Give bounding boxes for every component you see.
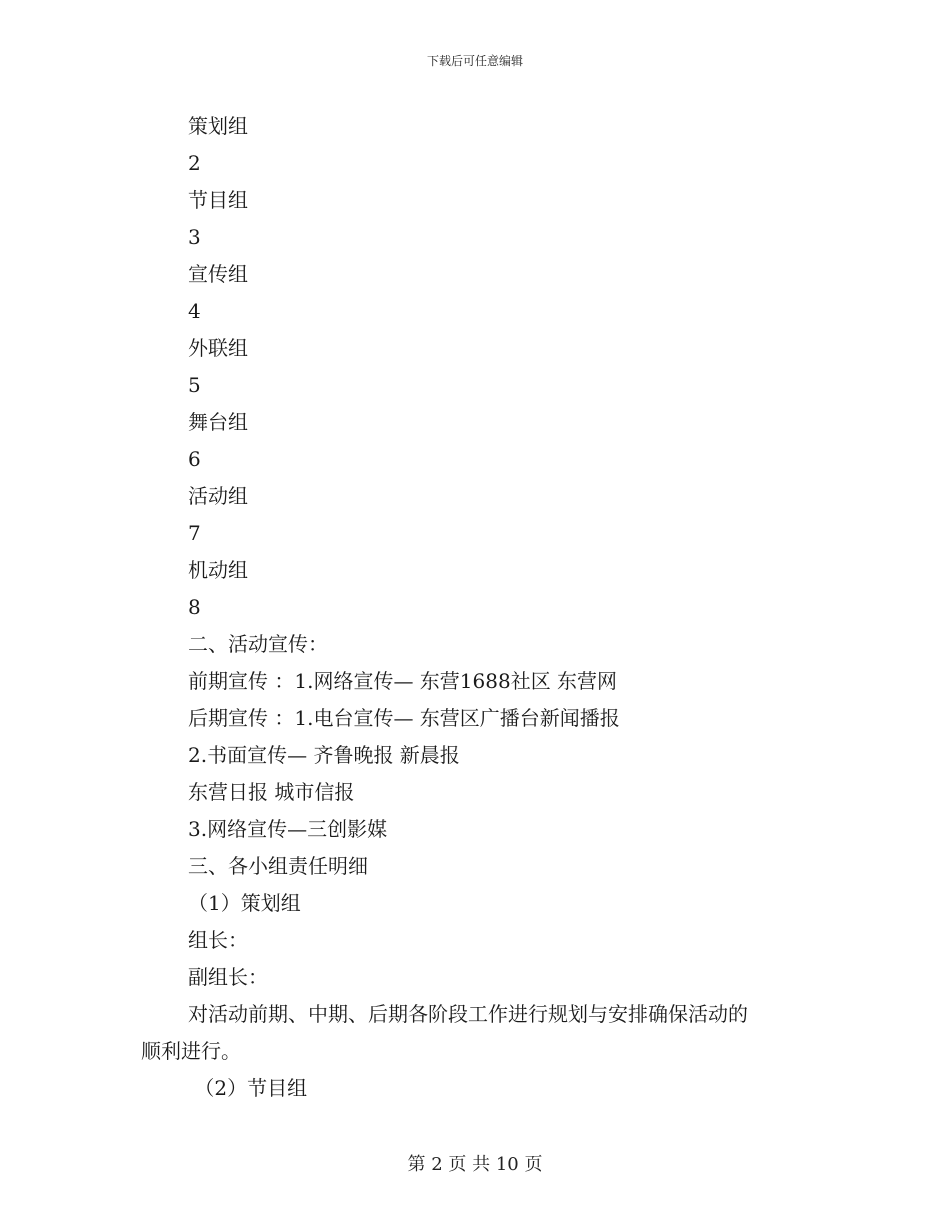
text-line: 6	[188, 447, 201, 471]
page-header: 下载后可任意编辑	[426, 54, 523, 68]
text-line: 8	[188, 595, 201, 619]
document-body	[141, 108, 828, 1107]
section-heading: 三、各小组责任明细	[188, 854, 368, 878]
subsection-heading: （1）策划组	[188, 891, 301, 915]
text-line: 2.书面宣传— 齐鲁晚报 新晨报	[188, 743, 460, 767]
paragraph-line: 顺利进行。	[141, 1039, 241, 1063]
paragraph-line: 对活动前期、中期、后期各阶段工作进行规划与安排确保活动的	[188, 1002, 748, 1026]
text-line: 组长：	[188, 928, 248, 952]
text-line: 机动组	[188, 558, 248, 582]
subsection-heading: （2）节目组	[188, 1076, 308, 1100]
text-line: 后期宣传 ：1.电台宣传— 东营区广播台新闻播报	[188, 706, 620, 730]
text-line: 副组长：	[188, 965, 268, 989]
text-line: 2	[188, 151, 201, 175]
text-line: 东营日报 城市信报	[188, 780, 355, 804]
text-line: 宣传组	[188, 262, 248, 286]
text-line: 4	[188, 299, 201, 323]
text-line: 3	[188, 225, 201, 249]
text-line: 5	[188, 373, 201, 397]
text-line: 7	[188, 521, 201, 545]
text-line: 3.网络宣传—三创影媒	[188, 817, 388, 841]
text-line: 外联组	[188, 336, 248, 360]
section-heading: 二、活动宣传：	[188, 632, 328, 656]
paragraph	[141, 996, 828, 1070]
text-line: 舞台组	[188, 410, 248, 434]
text-line: 策划组	[188, 114, 248, 138]
text-line: 前期宣传 ：1.网络宣传— 东营1688社区 东营网	[188, 669, 618, 693]
text-line: 活动组	[188, 484, 248, 508]
page-footer: 第 2 页 共 10 页	[407, 1154, 543, 1175]
text-line: 节目组	[188, 188, 248, 212]
